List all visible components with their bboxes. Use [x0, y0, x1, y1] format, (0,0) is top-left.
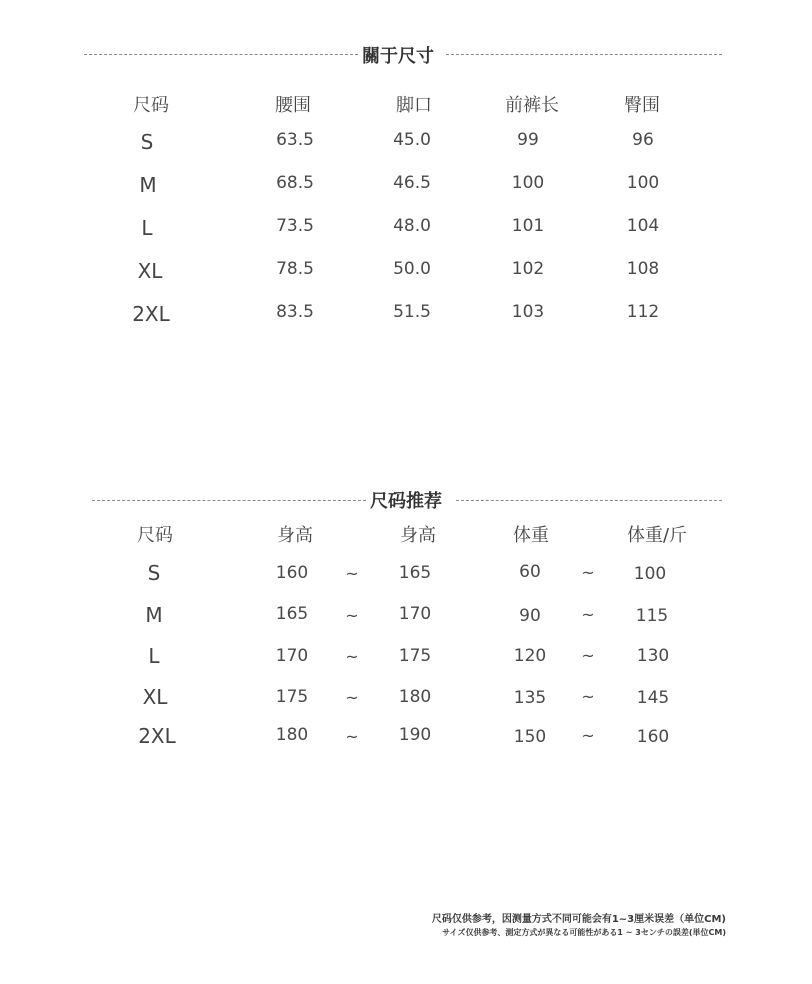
range-tilde: ~ [581, 726, 595, 745]
height-max: 180 [398, 687, 432, 707]
size-label: M [139, 173, 157, 197]
weight-max: 160 [636, 727, 670, 747]
weight-max: 145 [636, 688, 670, 708]
section2-divider-right [456, 500, 722, 501]
length-value: 102 [511, 259, 545, 279]
length-value: 100 [511, 173, 545, 193]
weight-max: 130 [636, 646, 670, 666]
range-tilde: ~ [581, 687, 595, 706]
hip-value: 100 [626, 173, 660, 193]
height-min: 180 [275, 725, 309, 745]
waist-value: 83.5 [276, 302, 314, 322]
size-label: 2XL [138, 724, 176, 748]
height-max: 175 [398, 646, 432, 666]
section1-title: 關于尺寸 [362, 46, 434, 67]
weight-min: 60 [519, 562, 541, 582]
header-height-max: 身高 [400, 525, 436, 546]
size-label: S [140, 130, 154, 154]
section1-divider-right [446, 54, 722, 55]
hem-value: 45.0 [393, 130, 431, 150]
height-min: 165 [275, 604, 309, 624]
hem-value: 48.0 [393, 216, 431, 236]
header-hip: 臀围 [624, 95, 660, 116]
header-waist: 腰围 [275, 95, 311, 116]
size-label: 2XL [132, 302, 170, 326]
height-max: 165 [398, 563, 432, 583]
waist-value: 78.5 [276, 259, 314, 279]
hem-value: 46.5 [393, 173, 431, 193]
header-length: 前裤长 [505, 95, 559, 116]
size-label: L [141, 216, 153, 240]
size-label: L [148, 644, 160, 668]
weight-min: 150 [513, 727, 547, 747]
hip-value: 108 [626, 259, 660, 279]
disclaimer-chinese: 尺码仅供参考，因测量方式不同可能会有1~3厘米误差（单位CM) [431, 914, 726, 925]
length-value: 103 [511, 302, 545, 322]
section2-title: 尺码推荐 [370, 491, 442, 512]
size-label: XL [142, 685, 168, 709]
length-value: 99 [517, 130, 539, 150]
size-label: S [147, 561, 161, 585]
height-max: 190 [398, 725, 432, 745]
height-min: 175 [275, 687, 309, 707]
header-weight-max: 体重/斤 [626, 525, 688, 546]
disclaimer-japanese: サイズ仅供参考、測定方式が異なる可能性がある1 ~ 3センチの誤差(単位CM) [442, 928, 726, 937]
header-size: 尺码 [137, 525, 173, 546]
weight-min: 90 [519, 606, 541, 626]
height-max: 170 [398, 604, 432, 624]
hip-value: 104 [626, 216, 660, 236]
waist-value: 68.5 [276, 173, 314, 193]
header-weight-min: 体重 [513, 525, 549, 546]
range-tilde: ~ [581, 646, 595, 665]
range-tilde: ~ [345, 688, 359, 707]
hem-value: 51.5 [393, 302, 431, 322]
height-min: 170 [275, 646, 309, 666]
hip-value: 96 [632, 130, 654, 150]
length-value: 101 [511, 216, 545, 236]
range-tilde: ~ [581, 563, 595, 582]
range-tilde: ~ [345, 606, 359, 625]
range-tilde: ~ [581, 605, 595, 624]
header-size: 尺码 [133, 95, 169, 116]
hem-value: 50.0 [393, 259, 431, 279]
waist-value: 73.5 [276, 216, 314, 236]
section1-divider-left [84, 54, 358, 55]
range-tilde: ~ [345, 647, 359, 666]
waist-value: 63.5 [276, 130, 314, 150]
header-hem: 脚口 [396, 95, 432, 116]
range-tilde: ~ [345, 727, 359, 746]
hip-value: 112 [626, 302, 660, 322]
weight-max: 100 [633, 564, 667, 584]
height-min: 160 [275, 563, 309, 583]
header-height-min: 身高 [277, 525, 313, 546]
weight-min: 135 [513, 688, 547, 708]
size-label: XL [137, 259, 163, 283]
weight-max: 115 [635, 606, 669, 626]
section2-divider-left [92, 500, 366, 501]
range-tilde: ~ [345, 564, 359, 583]
size-label: M [145, 603, 163, 627]
weight-min: 120 [513, 646, 547, 666]
